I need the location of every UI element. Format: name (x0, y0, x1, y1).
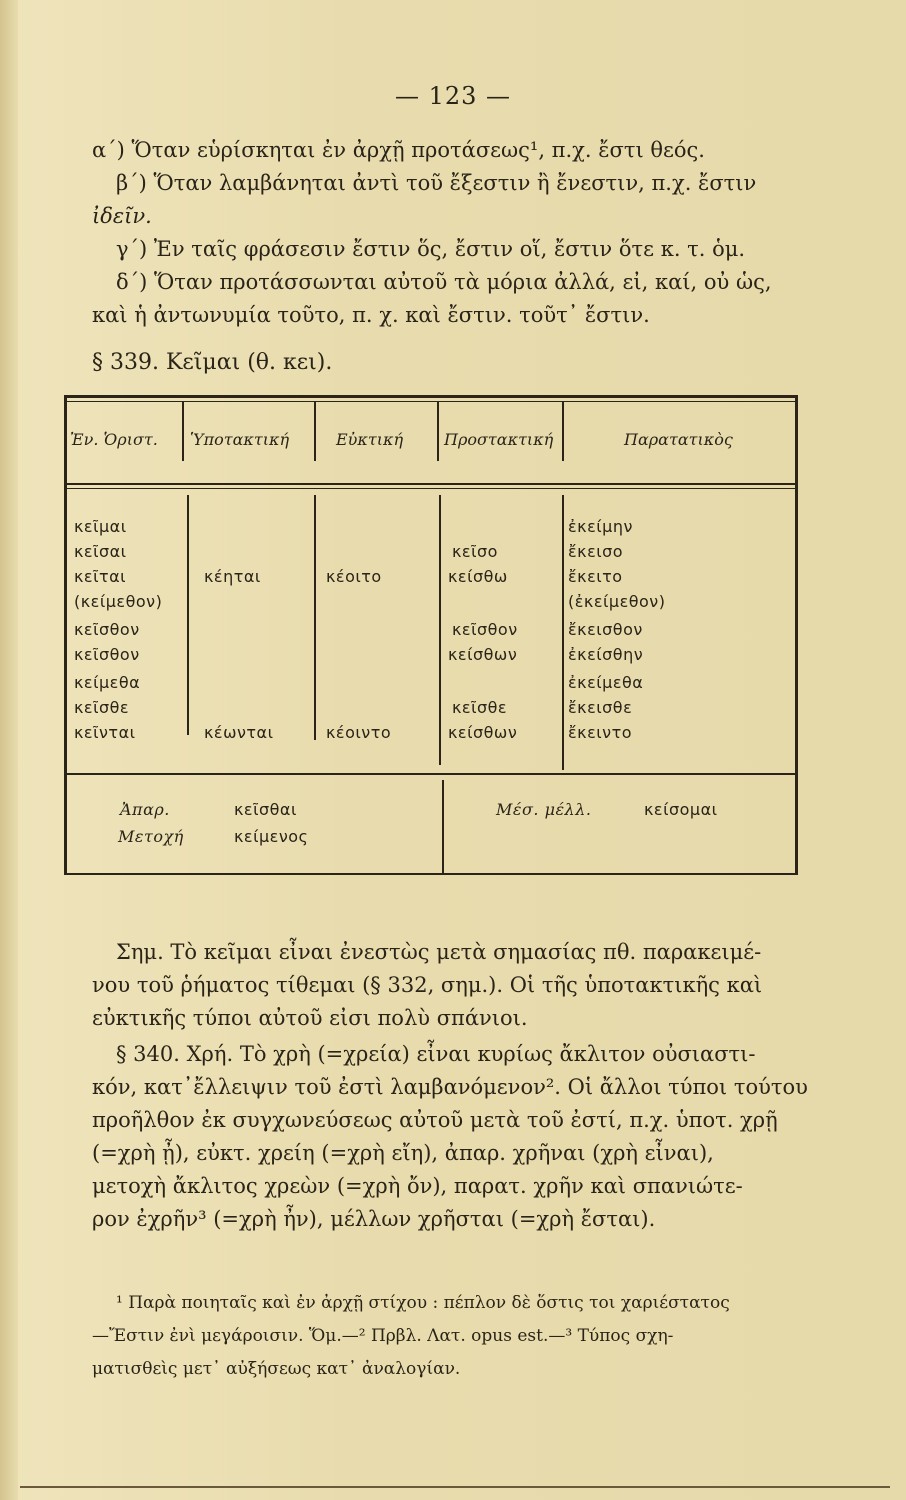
intro-line: καὶ ἡ ἀντωνυμία τοῦτο, π. χ. καὶ ἔστιν. τοῦτ᾽ ἔστιν. (92, 303, 650, 327)
intro-line: α΄) Ὅταν εὑρίσκηται ἐν ἀρχῇ προτάσεως¹, π.χ. ἔστι θεός. (92, 138, 705, 162)
col-divider (437, 401, 439, 461)
table-border (64, 395, 798, 398)
cell-imperfect: ἔκεισθον (568, 620, 643, 639)
note-line: Σημ. Τὸ κεῖμαι εἶναι ἐνεστὼς μετὰ σημασίας πθ. παρακειμέ- (116, 940, 762, 964)
infinitive-label: Ἀπαρ. (120, 800, 170, 819)
col-divider (187, 495, 189, 735)
cell-imperative: κεῖσθε (452, 698, 508, 717)
cell-indicative: (κείμεθον) (74, 592, 163, 611)
header-subjunctive: Ὑποτακτική (190, 430, 290, 449)
cell-optative: κέοιντο (326, 723, 392, 742)
cell-imperfect: ἔκεισθε (568, 698, 633, 717)
footnote-line: ματισθεὶς μετ᾽ αὐξήσεως κατ᾽ ἀναλογίαν. (92, 1359, 461, 1379)
cell-imperfect: ἐκείσθην (568, 645, 644, 664)
cell-indicative: κεῖσθον (74, 620, 140, 639)
infinitive-form: κεῖσθαι (234, 800, 297, 819)
note-line: νου τοῦ ῥήματος τίθεμαι (§ 332, σημ.). Οἱ τῆς ὑποτακτικῆς καὶ (92, 973, 763, 997)
section-heading: § 339. Κεῖμαι (θ. κει). (92, 350, 333, 375)
header-optative: Εὐκτική (336, 430, 404, 449)
participle-label: Μετοχή (118, 827, 184, 846)
table-border (64, 395, 67, 875)
header-imperative: Προστακτική (444, 430, 554, 449)
header-rule (64, 483, 798, 485)
future-label: Μέσ. μέλλ. (496, 800, 592, 819)
intro-line: γ΄) Ἐν ταῖς φράσεσιν ἔστιν ὅς, ἔστιν οἵ, ἔστιν ὅτε κ. τ. ὁμ. (116, 237, 746, 261)
cell-imperative: κεῖσο (452, 542, 498, 561)
intro-line: δ΄) Ὅταν προτάσσωνται αὐτοῦ τὰ μόρια ἀλλά, εἰ, καί, οὐ ὡς, (116, 270, 772, 294)
section-340-line: μετοχὴ ἄκλιτος χρεὼν (=χρὴ ὄν), παρατ. χρῆν καὶ σπανιώτε- (92, 1174, 743, 1198)
col-divider (314, 401, 316, 461)
section-340-line: ρον ἐχρῆν³ (=χρὴ ἦν), μέλλων χρῆσται (=χρὴ ἔσται). (92, 1207, 656, 1231)
cell-imperfect: ἐκείμεθα (568, 673, 644, 692)
section-340-line: (=χρὴ ᾖ), εὐκτ. χρείη (=χρὴ εἴη), ἀπαρ. χρῆναι (χρὴ εἶναι), (92, 1141, 714, 1165)
cell-imperfect: ἔκειτο (568, 567, 623, 586)
cell-indicative: κεῖσθε (74, 698, 130, 717)
cell-indicative: κεῖται (74, 567, 127, 586)
cell-imperfect: (ἐκείμεθον) (568, 592, 666, 611)
footer-rule (64, 773, 798, 775)
cell-indicative: κείμεθα (74, 673, 141, 692)
table-border (795, 395, 798, 875)
col-divider (562, 401, 564, 461)
col-divider (182, 401, 184, 461)
footnote-line: ¹ Παρὰ ποιηταῖς καὶ ἐν ἀρχῇ στίχου : πέπλον δὲ ὅστις τοι χαριέστατος (116, 1293, 730, 1313)
intro-line: ἰδεῖν. (92, 204, 152, 228)
cell-imperfect: ἐκείμην (568, 517, 633, 536)
cell-indicative: κεῖσθον (74, 645, 140, 664)
footnote-line: —Ἔστιν ἐνὶ μεγάροισιν. Ὅμ.—² Πρβλ. Λατ. opus est.—³ Τύπος σχη- (92, 1326, 674, 1346)
page-edge (0, 0, 18, 1500)
section-340-line: κόν, κατ᾽ἔλλειψιν τοῦ ἐστὶ λαμβανόμενον². Οἱ ἄλλοι τύποι τούτου (92, 1075, 808, 1099)
cell-imperative: κείσθων (448, 723, 518, 742)
participle-form: κείμενος (234, 827, 309, 846)
col-divider (562, 495, 564, 770)
conjugation-table (64, 395, 798, 875)
cell-imperative: κεῖσθον (452, 620, 518, 639)
table-border (64, 401, 798, 402)
cell-imperfect: ἔκεισο (568, 542, 624, 561)
cell-imperative: κείσθω (448, 567, 508, 586)
col-divider (442, 780, 444, 875)
cell-indicative: κεῖμαι (74, 517, 127, 536)
col-divider (439, 495, 441, 765)
page-number: — 123 — (394, 82, 512, 110)
cell-indicative: κεῖσαι (74, 542, 127, 561)
section-340-line: προῆλθον ἐκ συγχωνεύσεως αὐτοῦ μετὰ τοῦ ἐστί, π.χ. ὑποτ. χρῇ (92, 1108, 778, 1132)
header-imperfect: Παρατατικὸς (624, 430, 733, 449)
future-form: κείσομαι (644, 800, 718, 819)
cell-optative: κέοιτο (326, 567, 382, 586)
table-border (64, 873, 798, 875)
cell-indicative: κεῖνται (74, 723, 136, 742)
cell-subjunctive: κέωνται (204, 723, 274, 742)
cell-imperative: κείσθων (448, 645, 518, 664)
intro-line: β΄) Ὅταν λαμβάνηται ἀντὶ τοῦ ἔξεστιν ἢ ἔνεστιν, π.χ. ἔστιν (116, 171, 757, 195)
section-340-line: § 340. Χρή. Τὸ χρὴ (=χρεία) εἶναι κυρίως ἄκλιτον οὐσιαστι- (116, 1042, 756, 1066)
cell-imperfect: ἔκειντο (568, 723, 632, 742)
col-divider (314, 495, 316, 740)
note-line: εὐκτικῆς τύποι αὐτοῦ εἰσι πολὺ σπάνιοι. (92, 1006, 528, 1030)
header-indicative: Ἐν. Ὁριστ. (70, 430, 158, 449)
page-bottom-edge (20, 1486, 890, 1488)
cell-subjunctive: κέηται (204, 567, 261, 586)
header-rule (64, 488, 798, 489)
